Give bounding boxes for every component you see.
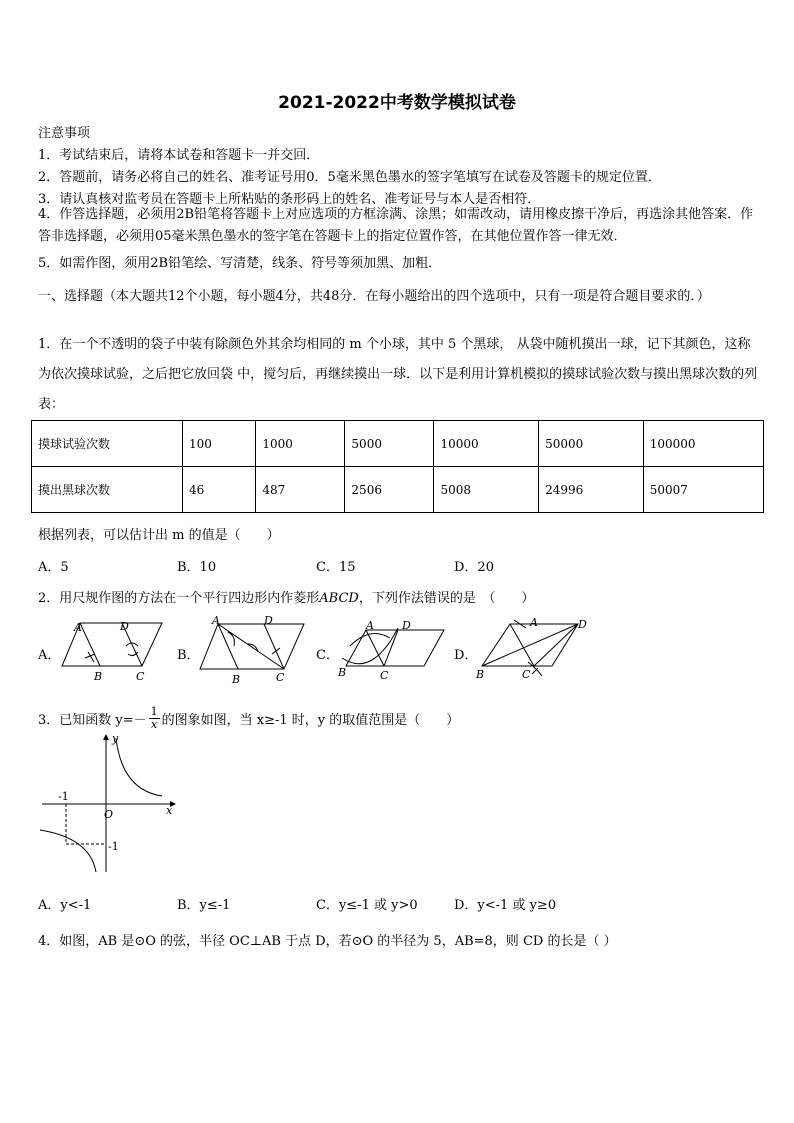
notice-item-5: 5．如需作图，须用2B铅笔绘、写清楚，线条、符号等须加黑、加粗． <box>38 256 442 271</box>
question-2-stem-tail: ，下列作法错误的是 （ ） <box>358 591 535 606</box>
point-label-a: A <box>212 614 220 627</box>
question-1-table <box>31 420 764 513</box>
point-label-a: A <box>74 621 82 634</box>
point-label-c: C <box>276 671 285 684</box>
point-label-c: C <box>380 669 389 682</box>
graph-label-origin: O <box>104 808 114 821</box>
point-label-d: D <box>264 614 273 627</box>
question-2-figure-c <box>336 616 448 686</box>
question-3-graph <box>38 732 178 876</box>
notice-item-1: 1．考试结束后，请将本试卷和答题卡一并交回． <box>38 148 320 163</box>
question-2-option-d-letter: D． <box>454 648 478 663</box>
question-3-stem-pre: 3．已知函数 y=－ <box>38 713 147 728</box>
graph-label-x: x <box>166 804 173 817</box>
table-cell: 100 <box>183 421 256 467</box>
question-3-stem-post: 的图象如图，当 x≥-1 时，y 的取值范围是（ ） <box>161 713 460 728</box>
question-1-option-a: A．5 <box>38 560 69 575</box>
notice-item-3: 3．请认真核对监考员在答题卡上所粘贴的条形码上的姓名、准考证号与本人是否相符． <box>38 192 541 207</box>
question-2-stem <box>38 587 534 606</box>
question-2-figure-d <box>474 612 594 686</box>
table-cell: 摸出黑球次数 <box>32 467 183 513</box>
question-1-option-d: D．20 <box>454 560 494 575</box>
question-3-option-a: A．y<-1 <box>38 898 92 913</box>
graph-label-neg1-x: -1 <box>58 790 69 803</box>
point-label-d: D <box>120 620 129 633</box>
table-cell: 487 <box>256 467 345 513</box>
question-3-option-b: B．y≤-1 <box>177 898 231 913</box>
question-1-option-c: C．15 <box>316 560 356 575</box>
question-3-stem <box>38 706 459 732</box>
table-cell: 50000 <box>539 421 644 467</box>
point-label-b: B <box>232 673 241 686</box>
question-1-stem: 1．在一个不透明的袋子中装有除颜色外其余均相同的 m 个小球，其中 5 个黑球， 从袋中随机摸出一球，记下其颜色，这称为依次摸球试验，之后把它放回袋 中，搅匀后，再继续摸出一球．以下是利用计算机模拟的摸球试验次数与摸出黑球次数的列表： <box>38 337 758 412</box>
question-3-option-d: D．y<-1 或 y≥0 <box>454 898 557 913</box>
question-4-stem: 4．如图，AB 是⊙O 的弦，半径 OC⊥AB 于点 D，若⊙O 的半径为 5，AB=8，则 CD 的长是（ ） <box>38 934 617 949</box>
table-cell: 24996 <box>539 467 644 513</box>
notice-item-2: 2．答题前，请务必将自己的姓名、准考证号用0．5毫米黑色墨水的签字笔填写在试卷及答题卡的规定位置． <box>38 170 661 185</box>
question-2-stem-var: ABCD <box>319 591 359 606</box>
page-title: 2021-2022中考数学模拟试卷 <box>278 93 516 113</box>
table-cell: 摸球试验次数 <box>32 421 183 467</box>
question-2-figure-a <box>60 618 165 686</box>
question-2-stem-text: 2．用尺规作图的方法在一个平行四边形内作菱形 <box>38 591 320 606</box>
point-label-a: A <box>366 619 374 632</box>
question-3-option-c: C．y≤-1 或 y>0 <box>316 898 418 913</box>
notice-item-4: 4．作答选择题，必须用2B铅笔将答题卡上对应选项的方框涂满、涂黑；如需改动，请用橡皮擦干净后，再选涂其他答案．作答非选择题，必须用05毫米黑色墨水的签字笔在答题卡上的指定位置作答，在其他位置作答一律无效． <box>38 207 754 244</box>
section-heading: 一、选择题（本大题共12个小题，每小题4分，共48分．在每小题给出的四个选项中，只有一项是符合题目要求的．） <box>38 289 710 304</box>
point-label-d: D <box>402 619 411 632</box>
table-cell: 50007 <box>643 467 763 513</box>
question-3-fraction <box>149 706 160 731</box>
point-label-b: B <box>94 670 103 683</box>
point-label-c: C <box>522 668 531 681</box>
table-cell: 5008 <box>434 467 539 513</box>
graph-label-neg1-y: -1 <box>108 840 119 853</box>
question-2-option-a-letter: A． <box>38 648 61 663</box>
question-2-figure-b <box>198 614 308 686</box>
fraction-denominator: x <box>151 718 158 731</box>
point-label-b: B <box>338 666 347 679</box>
point-label-d: D <box>578 618 587 631</box>
table-cell: 10000 <box>434 421 539 467</box>
question-1-option-b: B．10 <box>177 560 217 575</box>
graph-label-y: y <box>112 732 119 745</box>
question-1-prompt: 根据列表，可以估计出 m 的值是（ ） <box>38 528 280 543</box>
table-row <box>32 421 764 467</box>
table-cell: 100000 <box>643 421 763 467</box>
question-2-option-c-letter: C． <box>316 648 339 663</box>
point-label-c: C <box>136 670 145 683</box>
fraction-numerator: 1 <box>150 705 158 718</box>
table-cell: 46 <box>183 467 256 513</box>
table-cell: 2506 <box>345 467 434 513</box>
notice-heading: 注意事项 <box>38 126 91 141</box>
table-cell: 1000 <box>256 421 345 467</box>
table-row <box>32 467 764 513</box>
table-cell: 5000 <box>345 421 434 467</box>
point-label-b: B <box>476 668 485 681</box>
point-label-a: A <box>530 616 538 629</box>
question-2-option-b-letter: B． <box>177 648 200 663</box>
